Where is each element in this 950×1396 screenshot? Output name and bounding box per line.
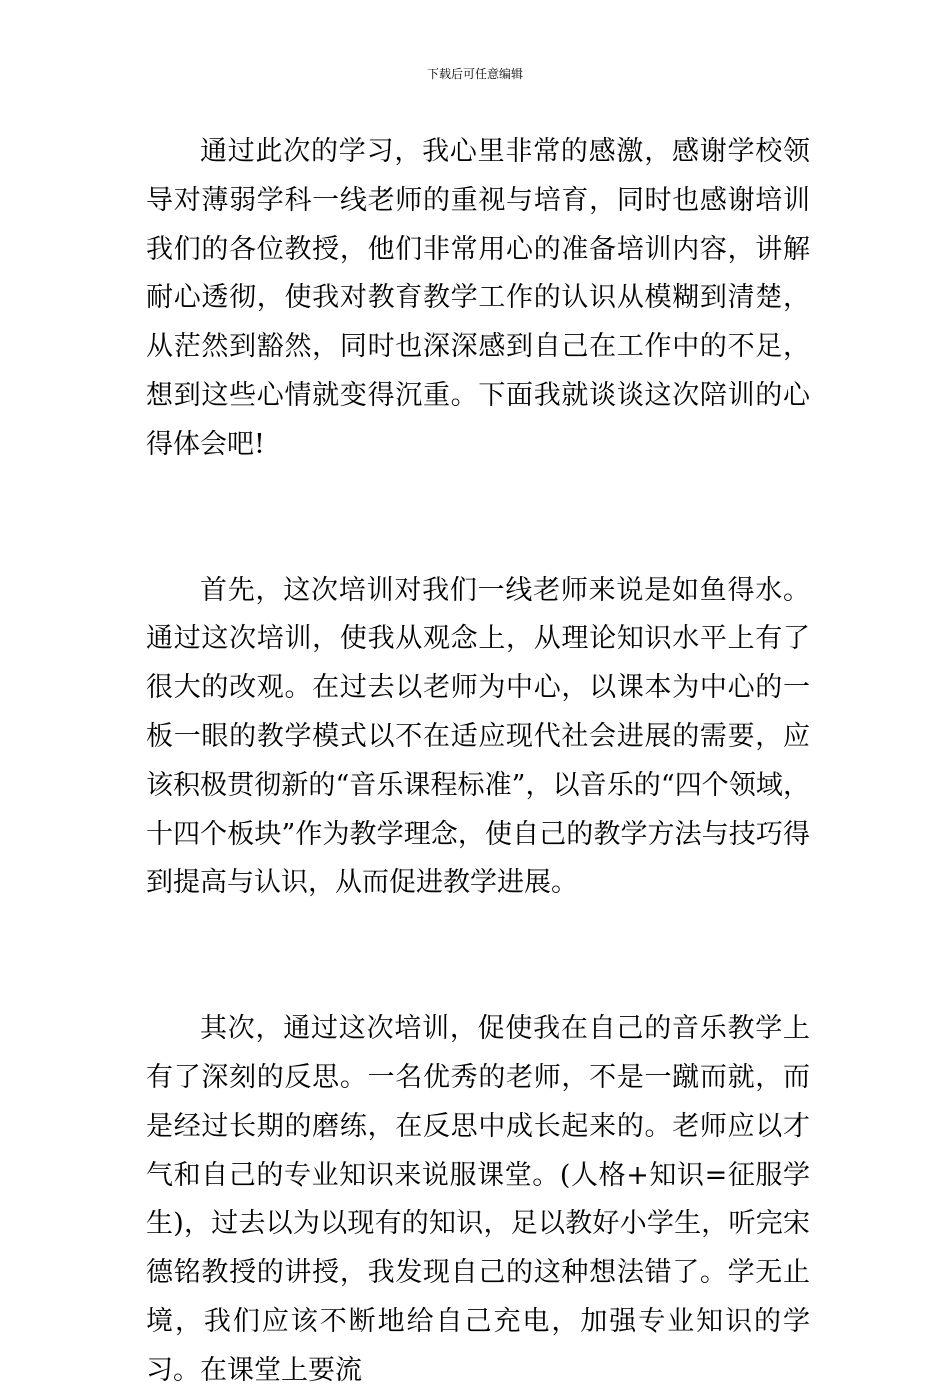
paragraph-2: 首先，这次培训对我们一线老师来说是如鱼得水。通过这次培训，使我从观念上，从理论知识水平上有了很大的改观。在过去以老师为中心，以课本为中心的一板一眼的教学模式以不在适应现代社会进展的需要，应该积极贯彻新的“音乐课程标准”，以音乐的“四个领域，十四个板块”作为教学理念，使自己的教学方法与技巧得到提高与认识，从而促进教学进展。	[146, 574, 810, 899]
paragraph-3: 其次，通过这次培训，促使我在自己的音乐教学上有了深刻的反思。一名优秀的老师，不是一蹴而就，而是经过长期的磨练，在反思中成长起来的。老师应以才气和自己的专业知识来说服课堂。(人格+知识=征服学生)，过去以为以现有的知识，足以教好小学生，听完宋德铭教授的讲授，我发现自己的这种想法错了。学无止境，我们应该不断地给自己充电，加强专业知识的学习。在课堂上要流	[146, 1013, 810, 1386]
document-body	[146, 128, 810, 1396]
header-note: 下载后可任意编辑	[426, 67, 523, 81]
paragraph-1: 通过此次的学习，我心里非常的感激，感谢学校领导对薄弱学科一线老师的重视与培育，同时也感谢培训我们的各位教授，他们非常用心的准备培训内容，讲解耐心透彻，使我对教育教学工作的认识从模糊到清楚，从茫然到豁然，同时也深深感到自己在工作中的不足，想到这些心情就变得沉重。下面我就谈谈这次陪训的心得体会吧!	[146, 136, 810, 460]
